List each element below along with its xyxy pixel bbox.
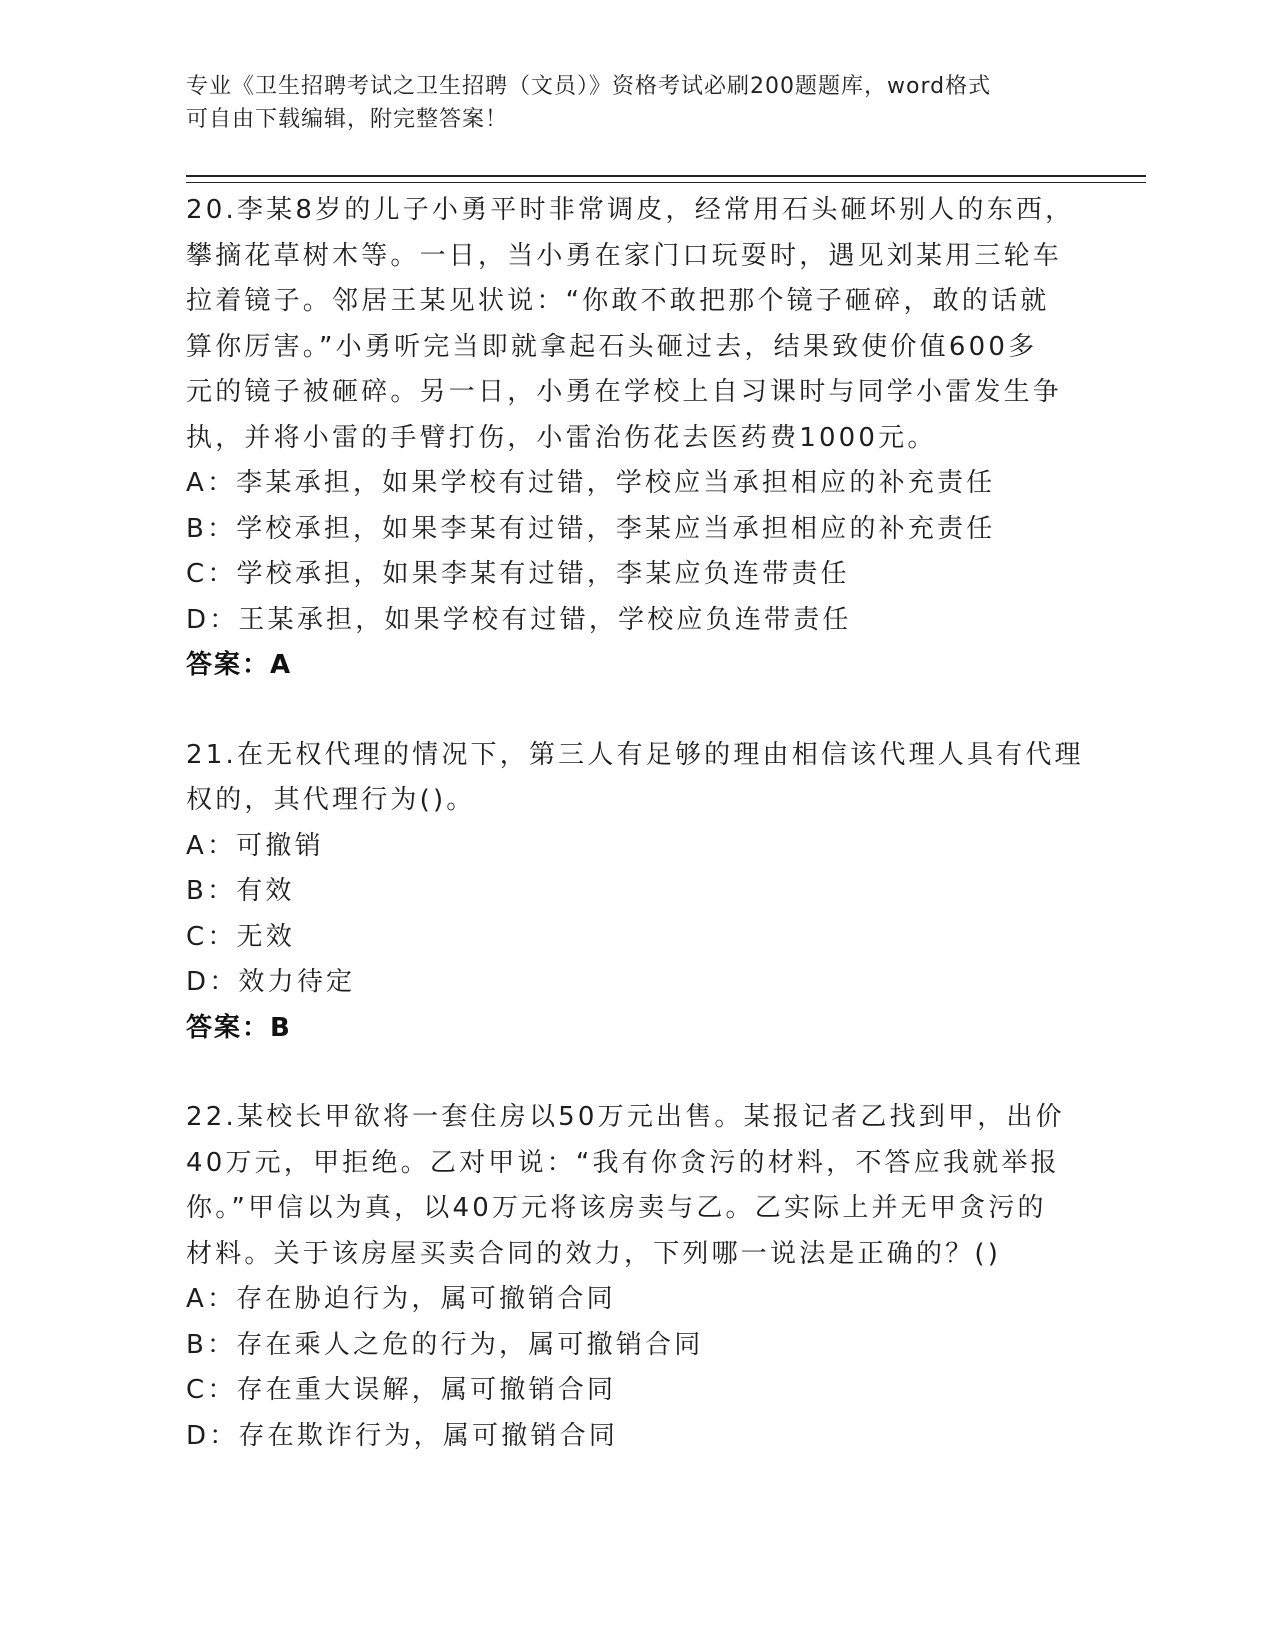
question-22: [186, 1095, 1086, 1459]
question-stem-line: 21.在无权代理的情况下，第三人有足够的理由相信该代理人具有代理: [186, 739, 1084, 770]
question-stem-line: 40万元，甲拒绝。乙对甲说：“我有你贪污的材料，不答应我就举报: [186, 1147, 1060, 1178]
question-21: [186, 733, 1086, 1052]
question-20: [186, 188, 1086, 689]
question-stem-line: 拉着镜子。邻居王某见状说：“你敢不敢把那个镜子砸碎，敢的话就: [186, 286, 1050, 316]
question-stem-line: 20.李某8岁的儿子小勇平时非常调皮，经常用石头砸坏别人的东西，: [186, 195, 1075, 225]
question-stem-line: 元的镜子被砸碎。另一日，小勇在学校上自习课时与同学小雷发生争: [186, 377, 1063, 407]
question-stem-line: 22.某校长甲欲将一套住房以50万元出售。某报记者乙找到甲，出价: [186, 1102, 1065, 1132]
header-divider-thick: [186, 175, 1146, 177]
question-stem-line: 执，并将小雷的手臂打伤，小雷治伤花去医药费1000元。: [186, 422, 937, 453]
header-line-2: 可自由下载编辑，附完整答案！: [186, 107, 509, 132]
question-stem-line: 权的，其代理行为()。: [186, 785, 476, 815]
option-c: C：存在重大误解，属可撤销合同: [186, 1375, 617, 1405]
option-d: D：效力待定: [186, 967, 356, 997]
header-divider-thin: [186, 182, 1146, 183]
option-b: B：存在乘人之危的行为，属可撤销合同: [186, 1329, 704, 1360]
question-list: [186, 188, 1086, 1503]
question-stem-line: 你。”甲信以为真，以40万元将该房卖与乙。乙实际上并无甲贪污的: [186, 1193, 1047, 1223]
answer-label: 答案：B: [186, 1012, 292, 1043]
answer-label: 答案：A: [186, 650, 293, 680]
option-d: D：存在欺诈行为，属可撤销合同: [186, 1420, 619, 1451]
question-stem-line: 攀摘花草树木等。一日，当小勇在家门口玩耍时，遇见刘某用三轮车: [186, 240, 1063, 271]
option-c: C：学校承担，如果李某有过错，李某应负连带责任: [186, 559, 850, 589]
option-a: A：存在胁迫行为，属可撤销合同: [186, 1284, 616, 1314]
question-stem-line: 材料。关于该房屋买卖合同的效力，下列哪一说法是正确的？(): [186, 1238, 1002, 1269]
option-c: C：无效: [186, 921, 295, 952]
option-d: D：王某承担，如果学校有过错，学校应负连带责任: [186, 604, 852, 635]
option-b: B：有效: [186, 876, 295, 906]
document-header: [186, 70, 1086, 136]
question-stem-line: 算你厉害。”小勇听完当即就拿起石头砸过去，结果致使价值600多: [186, 331, 1038, 362]
option-a: A：李某承担，如果学校有过错，学校应当承担相应的补充责任: [186, 468, 996, 498]
option-b: B：学校承担，如果李某有过错，李某应当承担相应的补充责任: [186, 513, 996, 544]
option-a: A：可撤销: [186, 830, 324, 861]
header-line-1: 专业《卫生招聘考试之卫生招聘（文员）》资格考试必刷200题题库，word格式: [186, 74, 992, 99]
